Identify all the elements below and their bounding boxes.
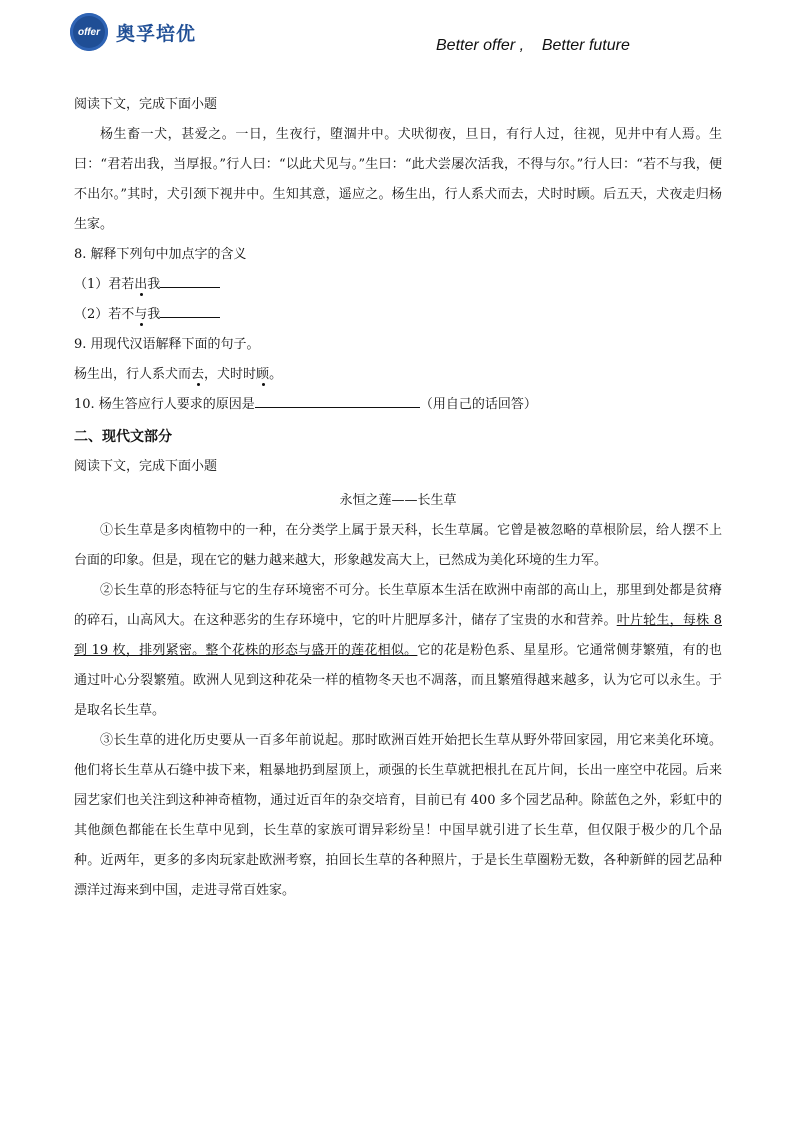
p2-text-a: ②长生草的形态特征与它的生存环境密不可分。长生草原本生活在欧洲中南部的高山上，那里到处都是贫瘠的碎石，山高风大。在这种恶劣的生存环境中，它的叶片肥厚多汁，储存了宝贵的水和营养。 — [74, 583, 722, 628]
dotted-char: 出 — [134, 277, 148, 292]
brand-name: 奥孚培优 — [116, 22, 197, 45]
q10-stem: 10. 杨生答应行人要求的原因是 — [74, 397, 255, 412]
question-9-sentence — [74, 360, 722, 390]
question-8-stem: 8. 解释下列句中加点字的含义 — [74, 247, 247, 262]
question-8-item-1 — [74, 270, 722, 300]
brand-logo — [70, 12, 230, 52]
article-paragraph-1: ①长生草是多肉植物中的一种，在分类学上属于景天科，长生草属。它曾是被忽略的草根阶层，给人摆不上台面的印象。但是，现在它的魅力越来越大，形象越发高大上，已然成为美化环境的生力军。 — [74, 523, 722, 568]
article-title: 永恒之莲——长生草 — [339, 493, 457, 508]
q8-item2-text: （2）若不与我 — [74, 307, 161, 322]
offer-logo-icon: offer — [70, 13, 108, 51]
q10-answer-blank[interactable] — [255, 391, 420, 408]
dotted-char: 与 — [134, 307, 148, 322]
article-paragraph-3: ③长生草的进化历史要从一百多年前说起。那时欧洲百姓开始把长生草从野外带回家园，用它来美化环境。他们将长生草从石缝中拔下来，粗暴地扔到屋顶上，顽强的长生草就把根扎在瓦片间，长出一座空中花园。后来园艺家们也关注到这种神奇植物，通过近百年的杂交培育，目前已有 400 多个园艺品种。除蓝色之外，彩虹中的其他颜色都能在长生草中见到，长生草的家族可谓异彩纷呈！中国早就引进了长生草，但仅限于极少的几个品种。近两年，更多的多肉玩家赴欧洲考察，拍回长生草的各种照片，于是长生草圈粉无数，各种新鲜的园艺品种漂洋过海来到中国，走进寻常百姓家。 — [74, 733, 722, 898]
header-slogan: Better offer , Better future — [436, 37, 630, 54]
q9-dotted-char-2: 顾 — [256, 367, 270, 382]
question-8-item-2 — [74, 300, 722, 330]
question-9-stem: 9. 用现代汉语解释下面的句子。 — [74, 337, 260, 352]
q8-item2-answer-blank[interactable] — [160, 301, 220, 318]
q10-hint: （用自己的话回答） — [419, 397, 537, 412]
document-body — [74, 90, 722, 906]
p2-text-b: 它的花是粉色系、星星形。它通常侧芽繁殖，有的也通过叶心分裂繁殖。欧洲人见到这种花朵一样的植物冬天也不凋落，而且繁殖得越来越多，认为它可以永生。于是取名长生草。 — [74, 643, 722, 718]
q8-item1-answer-blank[interactable] — [160, 271, 220, 288]
q9-sentence-part-c: 。 — [269, 367, 283, 382]
q8-item1-text: （1）君若出我 — [74, 277, 161, 292]
page-header — [0, 0, 794, 80]
p2-underlined-sentence: 叶片轮生，每株 8 到 19 枚，排列紧密。整个花株的形态与盛开的莲花相似。 — [74, 613, 722, 658]
classical-passage: 杨生畜一犬，甚爱之。一日，生夜行，堕涸井中。犬吠彻夜，旦日，有行人过，往视，见井中有人焉。生曰：“君若出我，当厚报。”行人曰：“以此犬见与。”生曰：“此犬尝屡次活我，不得与尔。”行人曰：“若不与我，便不出尔。”其时，犬引颈下视井中。生知其意，遥应之。杨生出，行人系犬而去，犬时时顾。后五天，犬夜走归杨生家。 — [74, 127, 722, 232]
part2-instruction: 阅读下文，完成下面小题 — [74, 459, 218, 474]
q9-sentence-part-a: 杨生出，行人系犬而 — [74, 367, 192, 382]
q9-sentence-part-b: ，犬时时 — [204, 367, 257, 382]
q9-dotted-char-1: 去 — [191, 367, 205, 382]
question-10 — [74, 390, 722, 420]
article-paragraph-2 — [74, 576, 722, 726]
part1-instruction: 阅读下文，完成下面小题 — [74, 97, 218, 112]
section-title-modern: 二、现代文部分 — [74, 429, 172, 445]
